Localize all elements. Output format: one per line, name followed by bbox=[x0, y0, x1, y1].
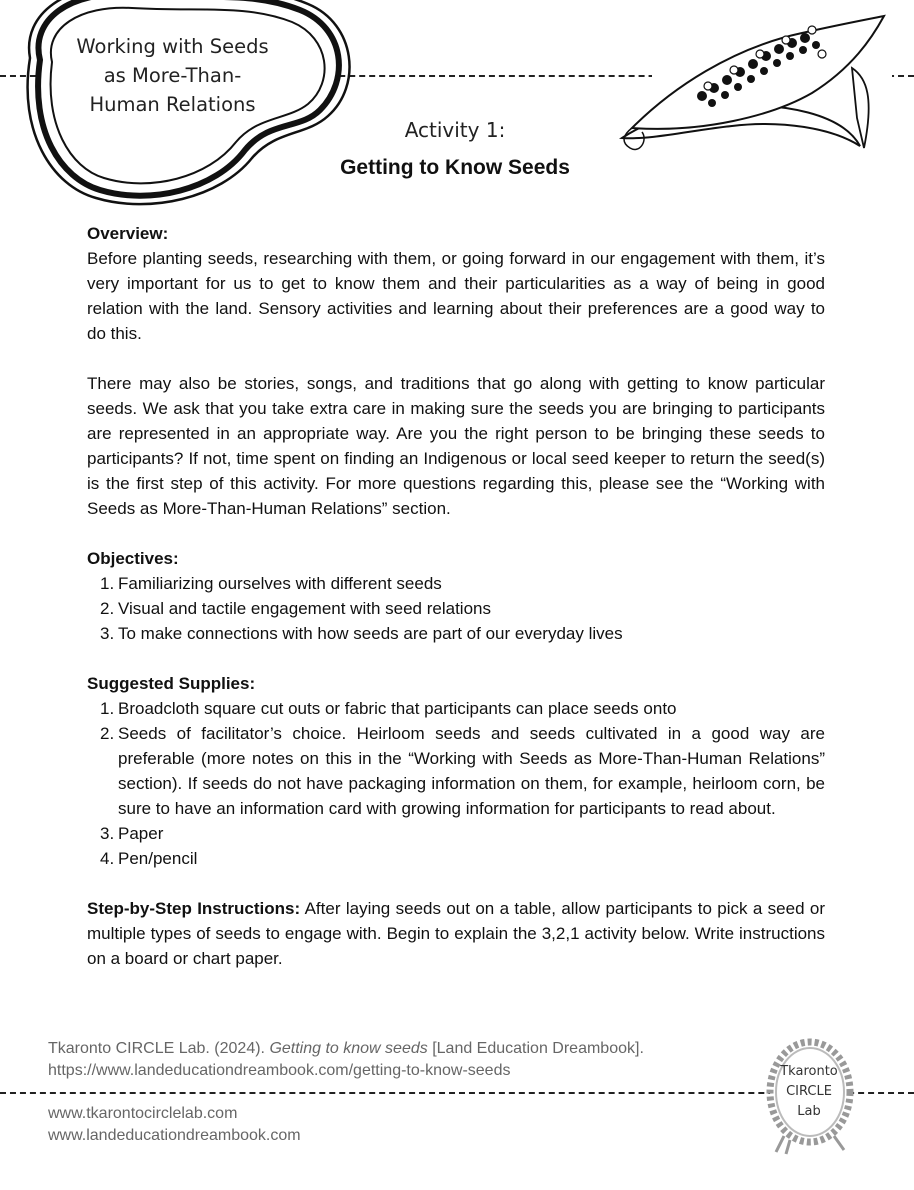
overview-paragraph: There may also be stories, songs, and traditions that go along with getting to know particular seeds. We ask that you take extra care in making sure the seeds you are bringing to participants are represented in an appropriate way. Are you the right person to be bringing these seeds to participants? If not, time spent on finding an Indigenous or local seed keeper to return the seed(s) is the first step of this activity. For more questions regarding this, please see the “Working with Seeds as More-Than-Human Relations” section. bbox=[87, 374, 825, 518]
badge-line: Tkaronto bbox=[780, 1064, 838, 1079]
activity-title: Getting to Know Seeds bbox=[340, 156, 570, 179]
document-body bbox=[87, 221, 825, 971]
badge-line: CIRCLE bbox=[786, 1084, 832, 1099]
citation-prefix: Tkaronto CIRCLE Lab. (2024). bbox=[48, 1040, 270, 1057]
list-number: 1. bbox=[100, 574, 115, 593]
series-title bbox=[60, 32, 285, 119]
list-text: Pen/pencil bbox=[118, 849, 198, 868]
supplies-list bbox=[87, 696, 825, 871]
supplies-heading: Suggested Supplies: bbox=[87, 674, 256, 693]
list-text: Broadcloth square cut outs or fabric that participants can place seeds onto bbox=[118, 699, 677, 718]
citation bbox=[48, 1038, 644, 1082]
citation-title: Getting to know seeds bbox=[269, 1040, 428, 1057]
list-number: 1. bbox=[100, 699, 115, 718]
list-text: Seeds of facilitator’s choice. Heirloom seeds and seeds cultivated in a good way are preferable (more notes on this in the “Working with Seeds as More-Than-Human Relations” section). If seeds do not have packaging information on them, for example, heirloom corn, be sure to have an information card with growing information for participants to read about. bbox=[118, 724, 825, 818]
footer-link-tkaronto[interactable]: www.tkarontocirclelab.com bbox=[48, 1105, 238, 1122]
series-title-line: Human Relations bbox=[89, 93, 256, 116]
objectives-list bbox=[87, 571, 825, 646]
list-item bbox=[87, 696, 825, 721]
list-item bbox=[87, 821, 825, 846]
footer-links bbox=[48, 1103, 301, 1147]
citation-suffix: [Land Education Dreambook]. bbox=[427, 1040, 644, 1057]
list-text: Familiarizing ourselves with different seeds bbox=[118, 574, 442, 593]
activity-label: Activity 1: bbox=[404, 118, 506, 142]
lab-badge-text bbox=[764, 1062, 854, 1122]
instructions-text: After laying seeds out on a table, allow participants to pick a seed or multiple types of seeds to engage with. Begin to explain the 3,2,1 activity below. Write instructions on a board or chart paper. bbox=[87, 899, 826, 968]
list-item bbox=[87, 596, 825, 621]
series-title-line: as More-Than- bbox=[103, 64, 242, 87]
list-text: Visual and tactile engagement with seed relations bbox=[118, 599, 491, 618]
list-number: 3. bbox=[100, 824, 115, 843]
citation-url[interactable]: https://www.landeducationdreambook.com/getting-to-know-seeds bbox=[48, 1062, 511, 1079]
footer-link-dreambook[interactable]: www.landeducationdreambook.com bbox=[48, 1127, 301, 1144]
instructions-paragraph bbox=[87, 896, 825, 971]
overview-paragraph: Before planting seeds, researching with them, or going forward in our engagement with them, it’s very important for us to get to know them and their particularities as a way of being in good relation with the land. Sensory activities and learning about their preferences are a good way to do this. bbox=[87, 249, 825, 343]
list-item bbox=[87, 571, 825, 596]
objectives-heading: Objectives: bbox=[87, 549, 179, 568]
list-number: 2. bbox=[100, 599, 115, 618]
citation-line bbox=[48, 1038, 644, 1060]
list-number: 2. bbox=[100, 724, 115, 743]
list-number: 3. bbox=[100, 624, 115, 643]
list-item bbox=[87, 721, 825, 821]
list-text: Paper bbox=[118, 824, 164, 843]
list-item bbox=[87, 846, 825, 871]
overview-heading: Overview: bbox=[87, 224, 169, 243]
badge-line: Lab bbox=[797, 1104, 821, 1119]
list-number: 4. bbox=[100, 849, 115, 868]
list-item bbox=[87, 621, 825, 646]
list-text: To make connections with how seeds are part of our everyday lives bbox=[118, 624, 623, 643]
series-title-line: Working with Seeds bbox=[76, 35, 269, 58]
instructions-heading: Step-by-Step Instructions: bbox=[87, 899, 301, 918]
